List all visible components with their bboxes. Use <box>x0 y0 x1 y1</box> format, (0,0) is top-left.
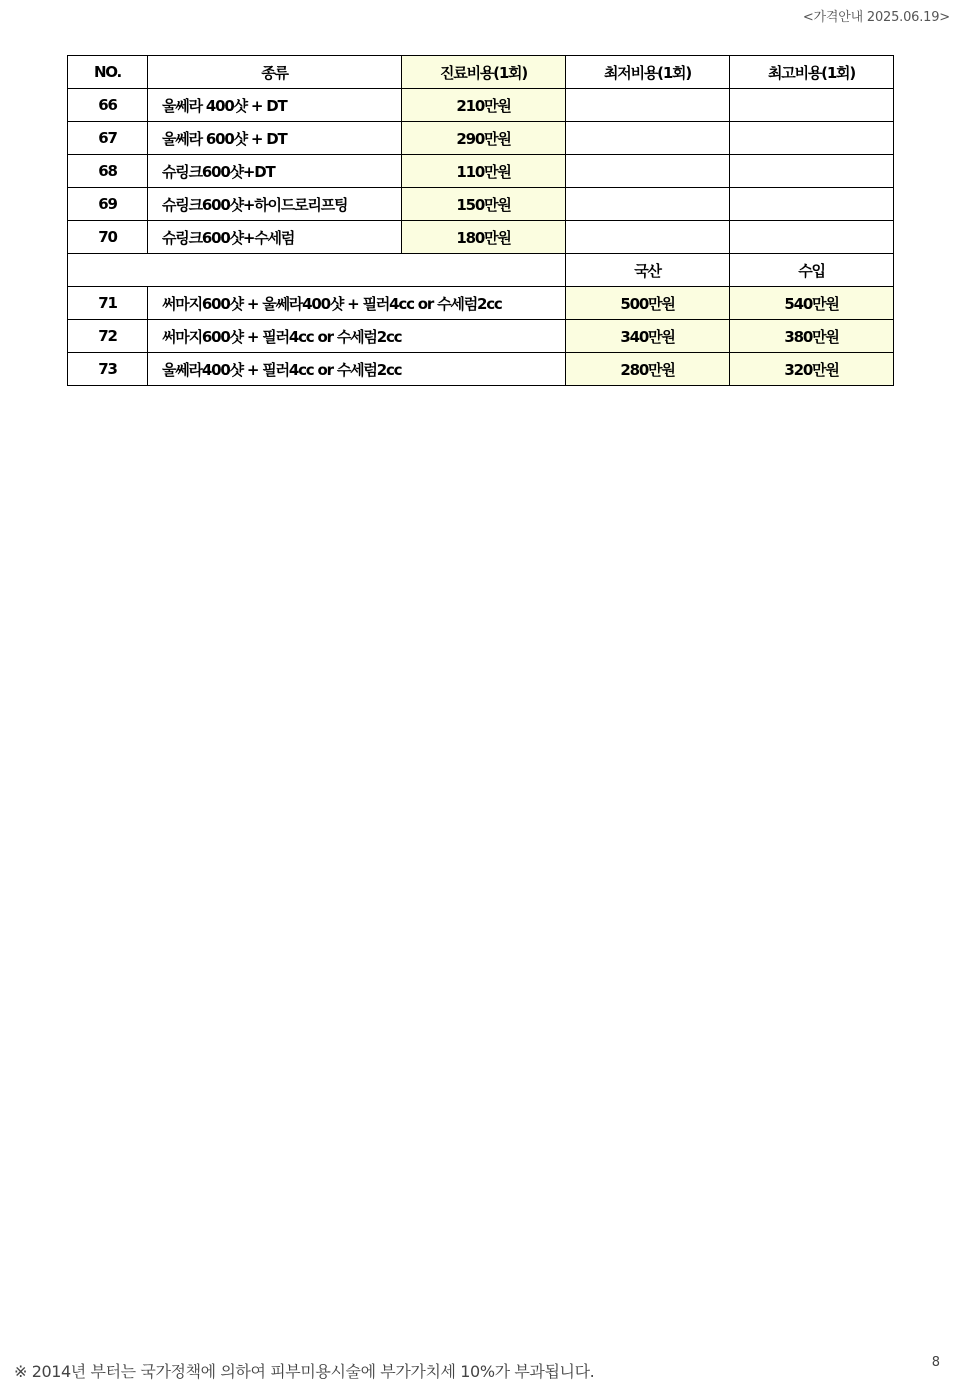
row-name: 울쎄라 600샷 + DT <box>148 122 402 155</box>
table-row <box>68 287 894 320</box>
row-max <box>730 122 894 155</box>
table-row <box>68 221 894 254</box>
header-no: NO. <box>68 56 148 89</box>
row-name: 울쎄라400샷 + 필러4cc or 수세럼2cc <box>148 353 566 386</box>
row-price: 210만원 <box>402 89 566 122</box>
table-row <box>68 188 894 221</box>
row-price: 110만원 <box>402 155 566 188</box>
row-domestic-price: 500만원 <box>566 287 730 320</box>
header-treatment-cost: 진료비용(1회) <box>402 56 566 89</box>
row-price: 180만원 <box>402 221 566 254</box>
row-min <box>566 155 730 188</box>
table-row <box>68 353 894 386</box>
row-name: 울쎄라 400샷 + DT <box>148 89 402 122</box>
row-no: 71 <box>68 287 148 320</box>
combo-sub-header-row <box>68 254 894 287</box>
row-no: 72 <box>68 320 148 353</box>
row-no: 67 <box>68 122 148 155</box>
table-row <box>68 155 894 188</box>
row-no: 73 <box>68 353 148 386</box>
row-no: 68 <box>68 155 148 188</box>
header-type: 종류 <box>148 56 402 89</box>
page-number: 8 <box>931 1355 940 1370</box>
row-name: 써마지600샷 + 필러4cc or 수세럼2cc <box>148 320 566 353</box>
row-imported-price: 380만원 <box>730 320 894 353</box>
table-row <box>68 122 894 155</box>
table-row <box>68 320 894 353</box>
row-price: 150만원 <box>402 188 566 221</box>
row-min <box>566 89 730 122</box>
row-imported-price: 320만원 <box>730 353 894 386</box>
table-header-row <box>68 56 894 89</box>
row-price: 290만원 <box>402 122 566 155</box>
header-min-cost: 최저비용(1회) <box>566 56 730 89</box>
row-no: 70 <box>68 221 148 254</box>
price-guide-date-note: <가격안내 2025.06.19> <box>802 10 950 25</box>
price-table <box>67 55 894 386</box>
sub-header-domestic: 국산 <box>566 254 730 287</box>
row-no: 66 <box>68 89 148 122</box>
row-domestic-price: 280만원 <box>566 353 730 386</box>
row-max <box>730 221 894 254</box>
row-max <box>730 188 894 221</box>
sub-header-imported: 수입 <box>730 254 894 287</box>
sub-header-spacer <box>68 254 566 287</box>
table-row <box>68 89 894 122</box>
row-no: 69 <box>68 188 148 221</box>
row-domestic-price: 340만원 <box>566 320 730 353</box>
vat-notice: ※ 2014년 부터는 국가정책에 의하여 피부미용시술에 부가가치세 10%가 부과됩니다. <box>14 1362 595 1381</box>
row-max <box>730 89 894 122</box>
header-max-cost: 최고비용(1회) <box>730 56 894 89</box>
row-max <box>730 155 894 188</box>
row-name: 슈링크600샷+수세럼 <box>148 221 402 254</box>
row-imported-price: 540만원 <box>730 287 894 320</box>
row-min <box>566 122 730 155</box>
row-name: 슈링크600샷+DT <box>148 155 402 188</box>
row-min <box>566 188 730 221</box>
row-name: 써마지600샷 + 울쎄라400샷 + 필러4cc or 수세럼2cc <box>148 287 566 320</box>
row-name: 슈링크600샷+하이드로리프팅 <box>148 188 402 221</box>
row-min <box>566 221 730 254</box>
